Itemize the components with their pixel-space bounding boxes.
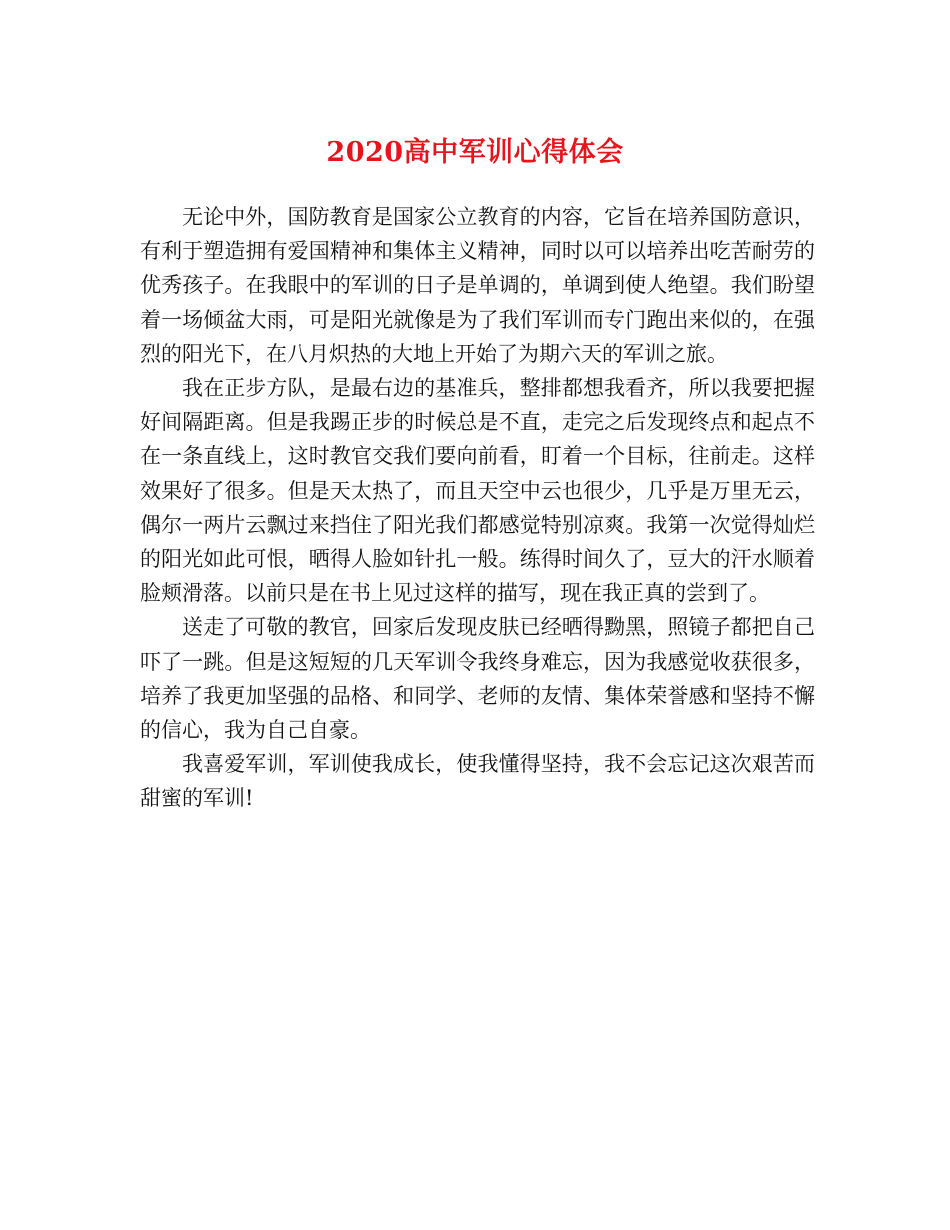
paragraph-2: 我在正步方队，是最右边的基准兵，整排都想我看齐，所以我要把握好间隔距离。但是我踢正步的时候总是不直，走完之后发现终点和起点不在一条直线上，这时教官交我们要向前看，盯着一个目标，往前走。这样效果好了很多。但是天太热了，而且天空中云也很少，几乎是万里无云，偶尔一两片云飘过来挡住了阳光我们都感觉特别凉爽。我第一次觉得灿烂的阳光如此可恨，晒得人脸如针扎一般。练得时间久了，豆大的汗水顺着脸颊滑落。以前只是在书上见过这样的描写，现在我正真的尝到了。 <box>140 376 815 606</box>
document-title: 2020高中军训心得体会 <box>326 137 624 168</box>
paragraph-1: 无论中外，国防教育是国家公立教育的内容，它旨在培养国防意识，有利于塑造拥有爱国精神和集体主义精神，同时以可以培养出吃苦耐劳的优秀孩子。在我眼中的军训的日子是单调的，单调到使人绝望。我们盼望着一场倾盆大雨，可是阳光就像是为了我们军训而专门跑出来似的，在强烈的阳光下，在八月炽热的大地上开始了为期六天的军训之旅。 <box>140 205 815 366</box>
paragraph-3: 送走了可敬的教官，回家后发现皮肤已经晒得黝黑，照镜子都把自己吓了一跳。但是这短短的几天军训令我终身难忘，因为我感觉收获很多，培养了我更加坚强的品格、和同学、老师的友情、集体荣誉感和坚持不懈的信心，我为自己自豪。 <box>140 615 815 743</box>
document-body <box>140 200 815 816</box>
paragraph-4: 我喜爱军训，军训使我成长，使我懂得坚持，我不会忘记这次艰苦而甜蜜的军训! <box>140 752 815 811</box>
